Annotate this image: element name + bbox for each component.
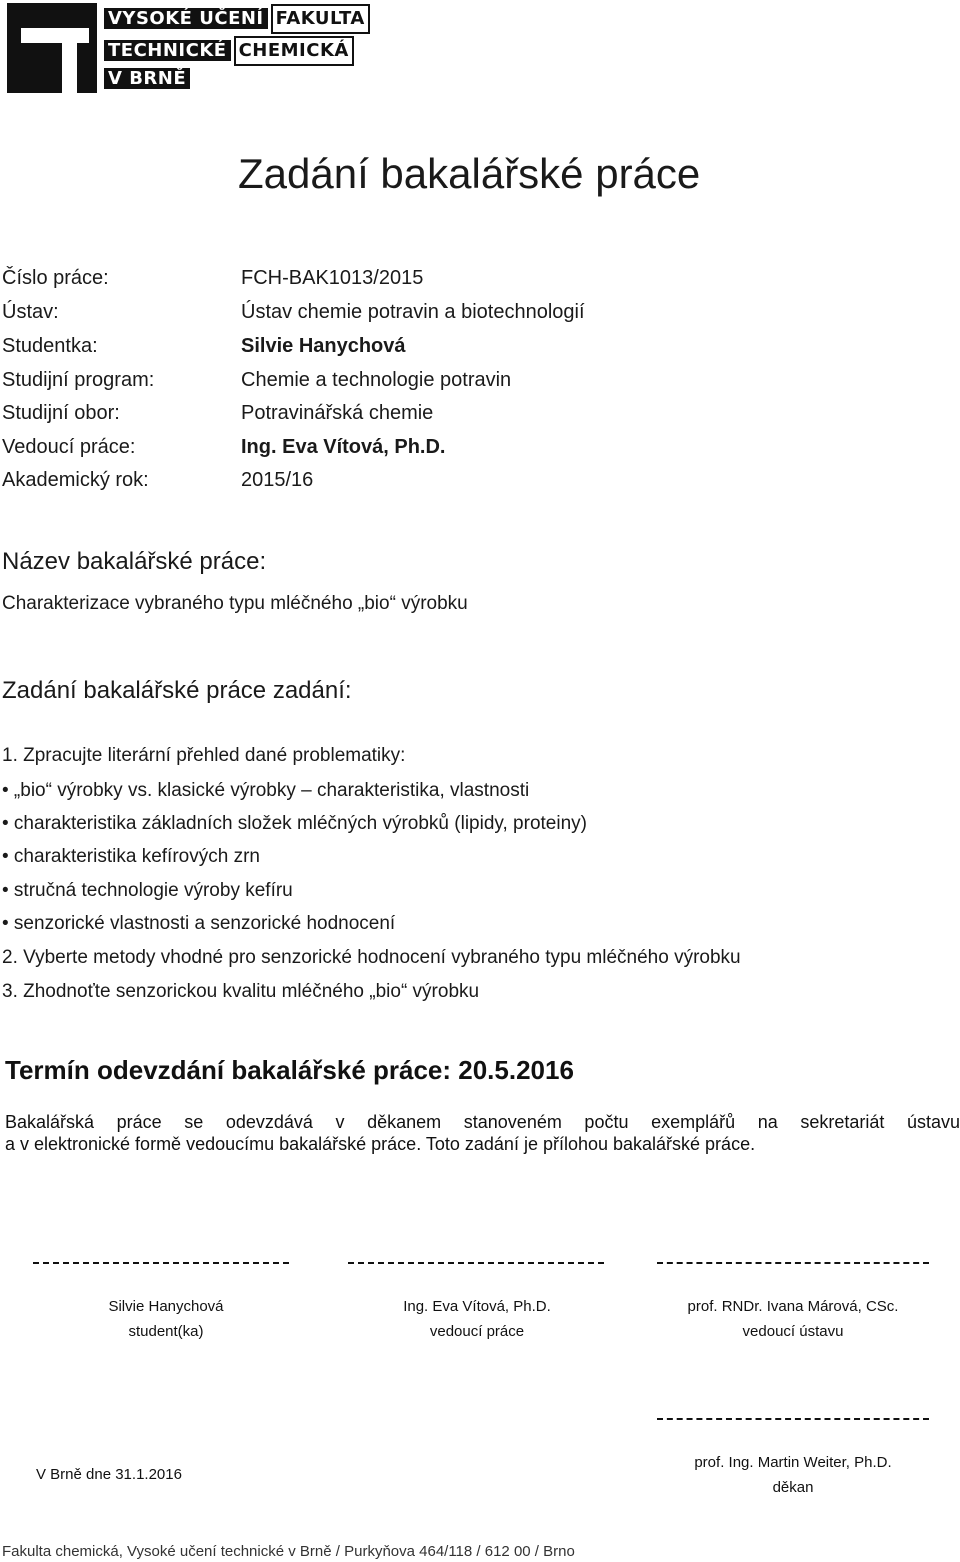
university-logo-mark — [7, 3, 97, 93]
signature-dean-role: děkan — [772, 1479, 814, 1496]
value-study-field: Potravinářská chemie — [241, 402, 434, 424]
assignment-item-1: 1. Zpracujte literární přehled dané problematiky: — [2, 745, 406, 766]
logo-text-chemical: CHEMICKÁ — [234, 36, 354, 66]
signature-student-name: Silvie Hanychová — [108, 1298, 224, 1315]
logo-line-1 — [104, 4, 370, 30]
logo-text-university: VYSOKÉ UČENÍ — [104, 8, 268, 29]
thesis-name-heading: Název bakalářské práce: — [2, 548, 267, 575]
logo-t-stem — [62, 43, 77, 93]
signature-student-role: student(ka) — [128, 1323, 204, 1340]
value-student: Silvie Hanychová — [241, 335, 406, 357]
signature-head-role: vedoucí ústavu — [742, 1323, 844, 1340]
signature-line-student — [33, 1262, 289, 1264]
logo-t-bar — [21, 28, 89, 43]
logo-text-faculty: FAKULTA — [271, 4, 370, 34]
label-study-program: Studijní program: — [2, 369, 155, 391]
value-supervisor: Ing. Eva Vítová, Ph.D. — [241, 436, 446, 458]
label-institute: Ústav: — [2, 301, 59, 323]
assignment-bullet-2: • charakteristika základních složek mléčných výrobků (lipidy, proteiny) — [2, 813, 587, 834]
value-thesis-number: FCH-BAK1013/2015 — [241, 267, 424, 289]
signature-dean-name: prof. Ing. Martin Weiter, Ph.D. — [694, 1454, 892, 1471]
assignment-heading: Zadání bakalářské práce zadání: — [2, 677, 352, 704]
assignment-bullet-5: • senzorické vlastnosti a senzorické hodnocení — [2, 913, 396, 934]
label-thesis-number: Číslo práce: — [2, 267, 109, 289]
label-academic-year: Akademický rok: — [2, 469, 149, 491]
label-study-field: Studijní obor: — [2, 402, 120, 424]
date-and-place: V Brně dne 31.1.2016 — [36, 1466, 182, 1483]
signature-line-head — [657, 1262, 929, 1264]
logo-text-brno: V BRNĚ — [104, 68, 190, 89]
assignment-bullet-3: • charakteristika kefírových zrn — [2, 846, 260, 867]
submission-note-line-1: Bakalářská práce se odevzdává v děkanem stanoveném počtu exemplářů na sekretariát ústavu — [5, 1112, 960, 1132]
assignment-item-2: 2. Vyberte metody vhodné pro senzorické hodnocení vybraného typu mléčného výrobku — [2, 947, 741, 968]
signature-line-dean — [657, 1418, 929, 1420]
page-title: Zadání bakalářské práce — [238, 150, 701, 197]
signature-supervisor-role: vedoucí práce — [429, 1323, 525, 1340]
submission-deadline: Termín odevzdání bakalářské práce: 20.5.2016 — [5, 1055, 574, 1085]
thesis-name-value: Charakterizace vybraného typu mléčného „bio“ výrobku — [2, 593, 468, 614]
signature-line-supervisor — [348, 1262, 604, 1264]
assignment-bullet-1: • „bio“ výrobky vs. klasické výrobky – charakteristika, vlastnosti — [2, 780, 530, 801]
page-footer: Fakulta chemická, Vysoké učení technické v Brně / Purkyňova 464/118 / 612 00 / Brno — [2, 1543, 575, 1560]
signature-supervisor-name: Ing. Eva Vítová, Ph.D. — [403, 1298, 551, 1315]
submission-note — [5, 1111, 960, 1155]
value-academic-year: 2015/16 — [241, 469, 314, 491]
logo-line-2 — [104, 36, 354, 62]
signature-head-name: prof. RNDr. Ivana Márová, CSc. — [687, 1298, 899, 1315]
logo-text-technical: TECHNICKÉ — [104, 40, 231, 61]
value-study-program: Chemie a technologie potravin — [241, 369, 512, 391]
logo-line-3 — [104, 66, 190, 92]
submission-note-line-2: a v elektronické formě vedoucímu bakalářské práce. Toto zadání je přílohou bakalářské práce. — [5, 1134, 756, 1154]
assignment-bullet-4: • stručná technologie výroby kefíru — [2, 880, 293, 901]
assignment-item-3: 3. Zhodnoťte senzorickou kvalitu mléčného „bio“ výrobku — [2, 981, 480, 1002]
label-student: Studentka: — [2, 335, 98, 357]
value-institute: Ústav chemie potravin a biotechnologií — [241, 301, 585, 323]
label-supervisor: Vedoucí práce: — [2, 436, 136, 458]
